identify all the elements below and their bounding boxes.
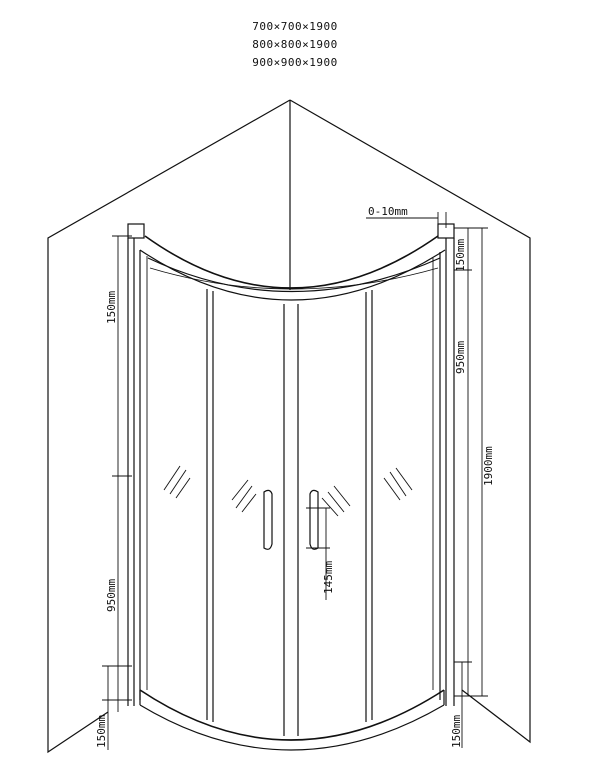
- right-handle-icon: [310, 490, 318, 549]
- right-wall: [290, 100, 530, 742]
- glass-reflections: [164, 466, 412, 516]
- size-option-800: 800×800×1900: [252, 38, 338, 51]
- dim-right-top: 150mm: [454, 238, 467, 272]
- size-option-700: 700×700×1900: [252, 20, 338, 33]
- dim-gap: 0-10mm: [368, 205, 408, 218]
- top-rail: [128, 224, 454, 300]
- dim-left-top: 150mm: [105, 290, 118, 324]
- dim-handle-height: 145mm: [322, 560, 335, 594]
- dim-left-middle: 950mm: [105, 578, 118, 612]
- size-option-900: 900×900×1900: [252, 56, 338, 69]
- dim-right-middle: 950mm: [454, 340, 467, 374]
- left-profile: [128, 238, 147, 706]
- right-dimensions: [366, 212, 488, 748]
- right-profile: [433, 238, 454, 706]
- dim-right-bottom: 150mm: [450, 714, 463, 748]
- left-handle-icon: [264, 490, 272, 549]
- dim-left-bottom: 150mm: [95, 714, 108, 748]
- walls: [48, 100, 530, 752]
- panel-dividers: [207, 289, 372, 736]
- left-wall: [48, 100, 290, 752]
- dim-right-total: 1900mm: [482, 446, 495, 486]
- door-handles: [264, 490, 318, 549]
- bottom-base: [140, 690, 444, 750]
